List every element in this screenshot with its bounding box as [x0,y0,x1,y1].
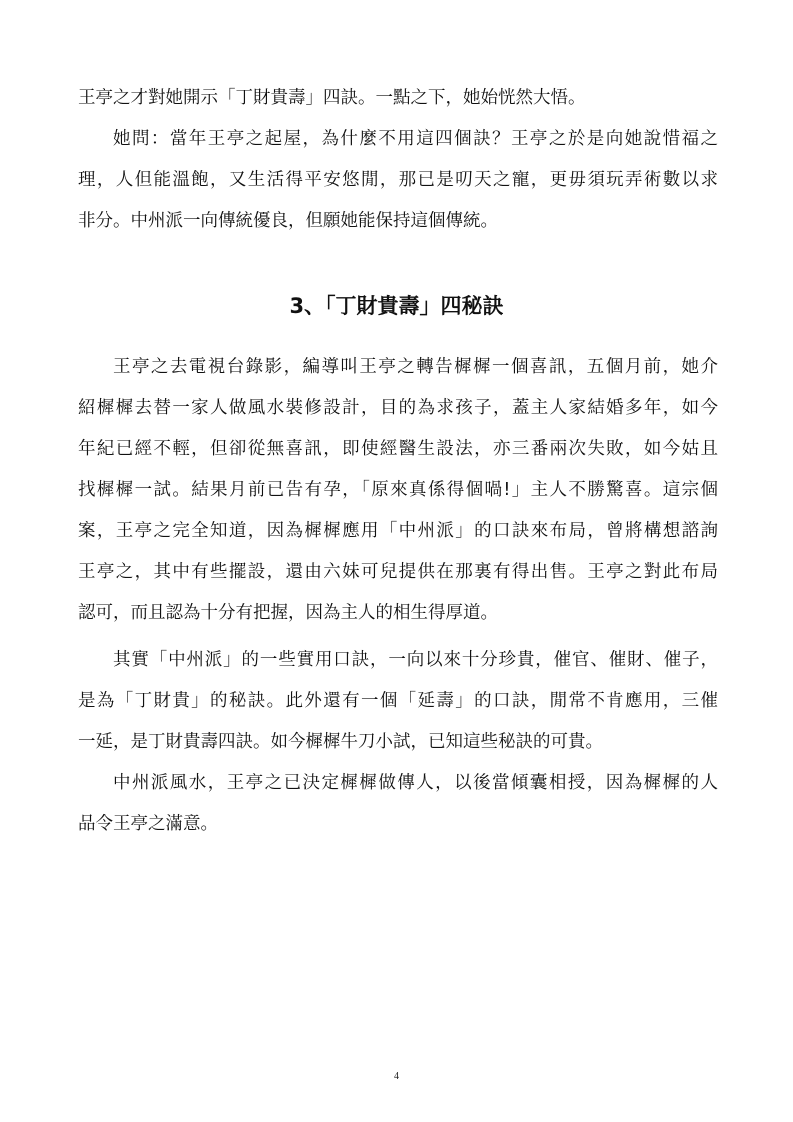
paragraph-5-line-2: 品令王亭之滿意。 [78,814,218,834]
paragraph-3-line-4: 找樨樨一試。結果月前已告有孕，「原來真係得個喎!」主人不勝驚喜。這宗個 [78,480,718,500]
paragraph-3-line-5: 案，王亭之完全知道，因為樨樨應用「中州派」的口訣來布局，曾將構想諮詢 [78,521,718,541]
paragraph-3-line-7: 認可，而且認為十分有把握，因為主人的相生得厚道。 [78,603,498,623]
paragraph-3-line-1: 王亭之去電視台錄影，編導叫王亭之轉告樨樨一個喜訊，五個月前，她介 [113,357,718,377]
page-number: 4 [394,1071,399,1082]
paragraph-4-line-2: 是為「丁財貴」的秘訣。此外還有一個「延壽」的口訣，閒常不肯應用，三催 [78,691,718,711]
paragraph-4-line-3: 一延，是丁財貴壽四訣。如今樨樨牛刀小試，已知這些秘訣的可貴。 [78,732,603,752]
section-heading: 3、「丁財貴壽」四秘訣 [289,294,504,318]
paragraph-4-line-1: 其實「中州派」的一些實用口訣，一向以來十分珍貴，催官、催財、催子， [113,650,718,670]
paragraph-3-line-2: 紹樨樨去替一家人做風水裝修設計，目的為求孩子，蓋主人家結婚多年，如今 [78,398,718,418]
paragraph-3-line-6: 王亭之，其中有些擺設，還由六妹可兒提供在那裏有得出售。王亭之對此布局 [78,562,718,582]
paragraph-1-line-1: 王亭之才對她開示「丁財貴壽」四訣。一點之下，她始恍然大悟。 [78,88,586,108]
paragraph-3-line-3: 年紀已經不輕，但卻從無喜訊，即使經醫生設法，亦三番兩次失敗，如今姑且 [78,439,718,459]
paragraph-2-line-1: 她問：當年王亭之起屋，為什麼不用這四個訣？王亭之於是向她說惜福之 [113,129,718,149]
paragraph-5-line-1: 中州派風水，王亭之已決定樨樨做傳人，以後當傾囊相授，因為樨樨的人 [113,773,718,793]
paragraph-2-line-2: 理，人但能溫飽，又生活得平安悠閒，那已是叨天之寵，更毋須玩弄術數以求 [78,170,718,190]
paragraph-2-line-3: 非分。中州派一向傳統優良，但願她能保持這個傳統。 [78,211,498,231]
